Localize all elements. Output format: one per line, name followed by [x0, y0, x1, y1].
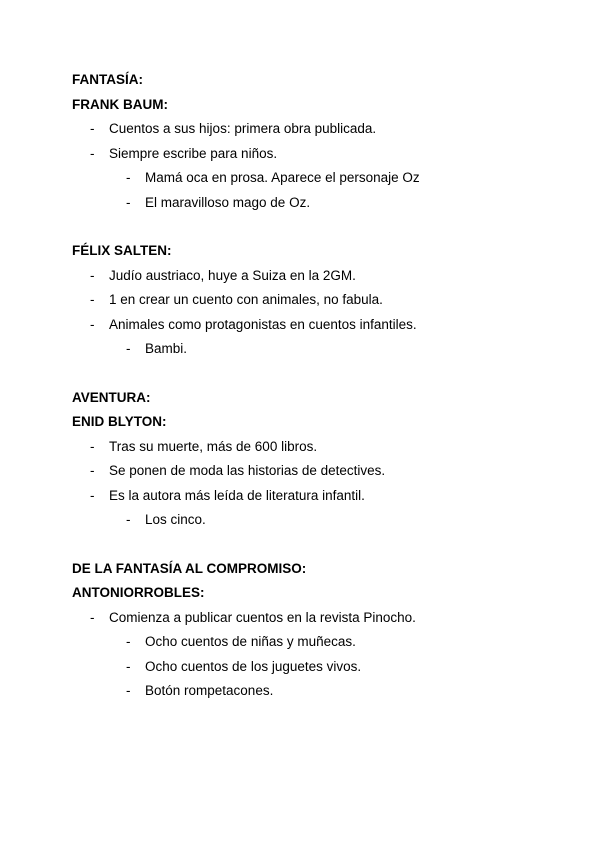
sub-list-item-text: Mamá oca en prosa. Aparece el personaje Oz [145, 170, 420, 185]
dash-bullet: - [90, 316, 95, 332]
dash-bullet: - [126, 634, 131, 649]
dash-bullet: - [126, 170, 131, 185]
sub-list-item-text: Los cinco. [145, 512, 206, 527]
list-item-text: 1 en crear un cuento con animales, no fabula. [109, 292, 383, 307]
list-item [72, 264, 552, 289]
sub-list-item [72, 655, 552, 680]
dash-bullet: - [90, 267, 95, 283]
bullet-list [72, 264, 552, 362]
dash-bullet: - [90, 121, 95, 136]
sub-list-item [72, 166, 552, 191]
section-heading: FÉLIX SALTEN: [72, 243, 172, 258]
document-content [72, 68, 552, 728]
sub-list-item-text: Ocho cuentos de los juguetes vivos. [145, 658, 362, 674]
list-item-text: Comienza a publicar cuentos en la revista Pinocho. [109, 609, 416, 625]
list-item [72, 142, 552, 167]
section [72, 68, 552, 215]
sub-list-item [72, 630, 552, 655]
dash-bullet: - [90, 609, 95, 625]
sub-list-item [72, 508, 552, 533]
section-heading: FRANK BAUM: [72, 96, 168, 112]
sub-list-item [72, 191, 552, 216]
dash-bullet: - [126, 194, 131, 210]
sub-list-item-text: Bambi. [145, 341, 188, 356]
section-heading: FANTASÍA: [72, 72, 143, 87]
list-item [72, 484, 552, 509]
list-item-text: Tras su muerte, más de 600 libros. [109, 438, 318, 454]
list-item [72, 288, 552, 313]
list-item-text: Se ponen de moda las historias de detectives. [109, 463, 386, 478]
list-item-text: Animales como protagonistas en cuentos infantiles. [109, 316, 417, 332]
section [72, 386, 552, 533]
dash-bullet: - [90, 438, 95, 454]
bullet-list [72, 117, 552, 215]
sub-list-item-text: Ocho cuentos de niñas y muñecas. [145, 634, 356, 649]
list-item-text: Es la autora más leída de literatura infantil. [109, 487, 365, 503]
dash-bullet: - [126, 683, 131, 698]
dash-bullet: - [90, 487, 95, 503]
dash-bullet: - [126, 658, 131, 674]
list-item [72, 606, 552, 631]
sub-list-item-text: Botón rompetacones. [145, 683, 274, 698]
bullet-list [72, 435, 552, 533]
dash-bullet: - [126, 512, 131, 527]
dash-bullet: - [90, 463, 95, 478]
dash-bullet: - [126, 341, 131, 356]
section [72, 557, 552, 704]
section [72, 239, 552, 362]
dash-bullet: - [90, 145, 95, 161]
dash-bullet: - [90, 292, 95, 307]
sub-list-item-text: El maravilloso mago de Oz. [145, 194, 311, 210]
section-heading: DE LA FANTASÍA AL COMPROMISO: [72, 560, 307, 576]
section-heading: AVENTURA: [72, 389, 151, 405]
sub-list-item [72, 337, 552, 362]
list-item [72, 117, 552, 142]
list-item-text: Judío austriaco, huye a Suiza en la 2GM. [109, 267, 356, 283]
list-item [72, 313, 552, 338]
list-item [72, 459, 552, 484]
list-item [72, 435, 552, 460]
list-item-text: Siempre escribe para niños. [109, 145, 278, 161]
section-heading: ANTONIORROBLES: [72, 585, 205, 600]
section-heading: ENID BLYTON: [72, 414, 167, 429]
sub-list-item [72, 679, 552, 704]
bullet-list [72, 606, 552, 704]
list-item-text: Cuentos a sus hijos: primera obra publicada. [109, 121, 377, 136]
